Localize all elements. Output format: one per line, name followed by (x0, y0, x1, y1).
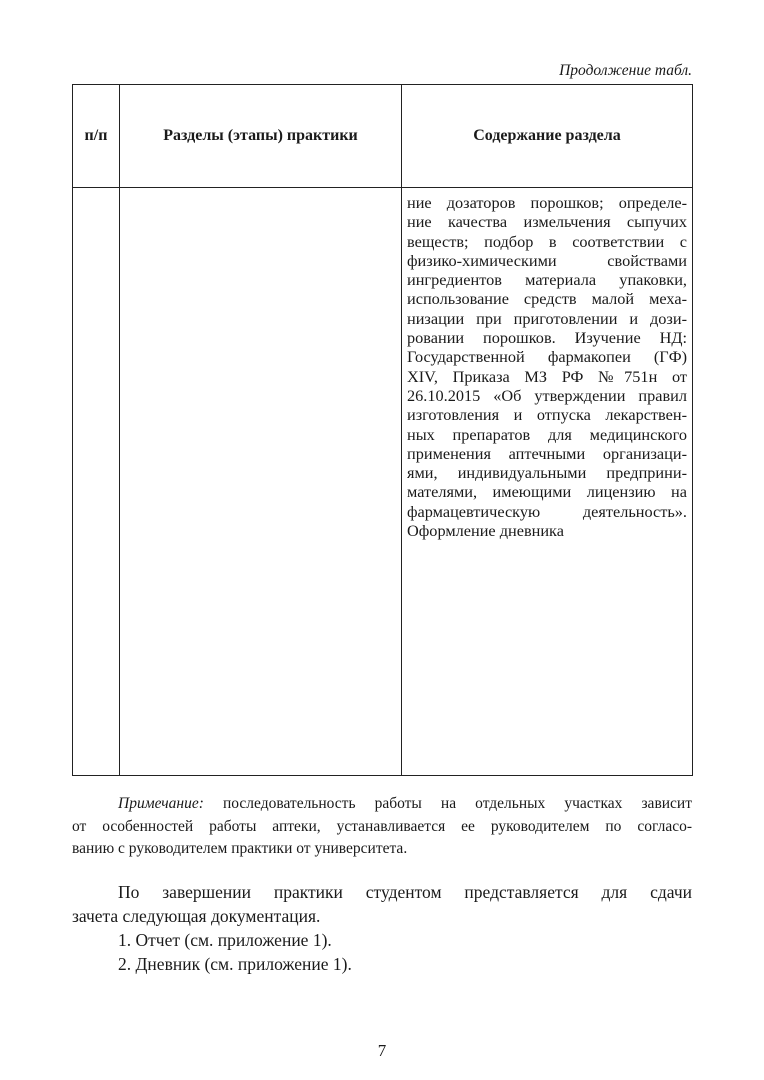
note-text-3: ванию с руководителем практики от университета. (72, 840, 408, 857)
column-header-sections: Разделы (этапы) практики (120, 85, 402, 188)
content-line: XIV, Приказа МЗ РФ №751н от (407, 366, 687, 386)
content-line: веществ; подбор в соответствии с (407, 231, 687, 251)
content-line: ями, индивидуальными предприни- (407, 463, 687, 483)
content-line: ние дозаторов порошков; определе- (407, 193, 687, 212)
content-line: Государственной фармакопеи (ГФ) (407, 347, 687, 367)
content-line: ных препаратов для медицинского (407, 424, 687, 444)
content-line: применения аптечными организаци- (407, 443, 687, 463)
note-text-2: от особенностей работы аптеки, устанавливается ее руководителем по согласо- (72, 817, 692, 835)
list-item: 1. Отчет (см. приложение 1). (118, 930, 332, 950)
content-line: Оформление дневника (407, 521, 564, 541)
note-text-1: последовательность работы на отдельных участках зависит (222, 795, 693, 812)
note-label: Примечание: (118, 795, 204, 812)
submission-paragraph (72, 880, 692, 976)
content-line: низации при приготовлении и дози- (407, 308, 687, 328)
content-line: 26.10.2015 «Об утверждении правил (407, 385, 687, 405)
table-header-row (73, 85, 693, 188)
table-row (73, 188, 693, 776)
cell-content (402, 188, 693, 776)
column-header-number: п/п (73, 85, 120, 188)
list-item: 2. Дневник (см. приложение 1). (118, 954, 352, 974)
paragraph-line-1: По завершении практики студентом представляется для сдачи (118, 882, 692, 902)
table-continuation-label: Продолжение табл. (559, 62, 692, 79)
table-note (72, 793, 692, 861)
content-line: изготовления и отпуска лекарствен- (407, 405, 687, 425)
content-line: фармацевтическую деятельность». (407, 501, 687, 521)
content-line: мателями, имеющими лицензию на (407, 482, 687, 502)
cell-number (73, 188, 120, 776)
content-line: физико-химическими свойствами (407, 250, 687, 270)
content-line: ние качества измельчения сыпучих (407, 212, 687, 232)
note-line (72, 793, 692, 816)
content-line: ровании порошков. Изучение НД: (407, 328, 687, 348)
practice-sections-table (72, 84, 693, 776)
page-number: 7 (377, 1041, 387, 1060)
cell-section (120, 188, 402, 776)
content-line: ингредиентов материала упаковки, (407, 270, 687, 290)
column-header-content: Содержание раздела (402, 85, 693, 188)
paragraph-line-2: зачета следующая документация. (72, 906, 321, 926)
content-line: использование средств малой меха- (407, 289, 687, 309)
